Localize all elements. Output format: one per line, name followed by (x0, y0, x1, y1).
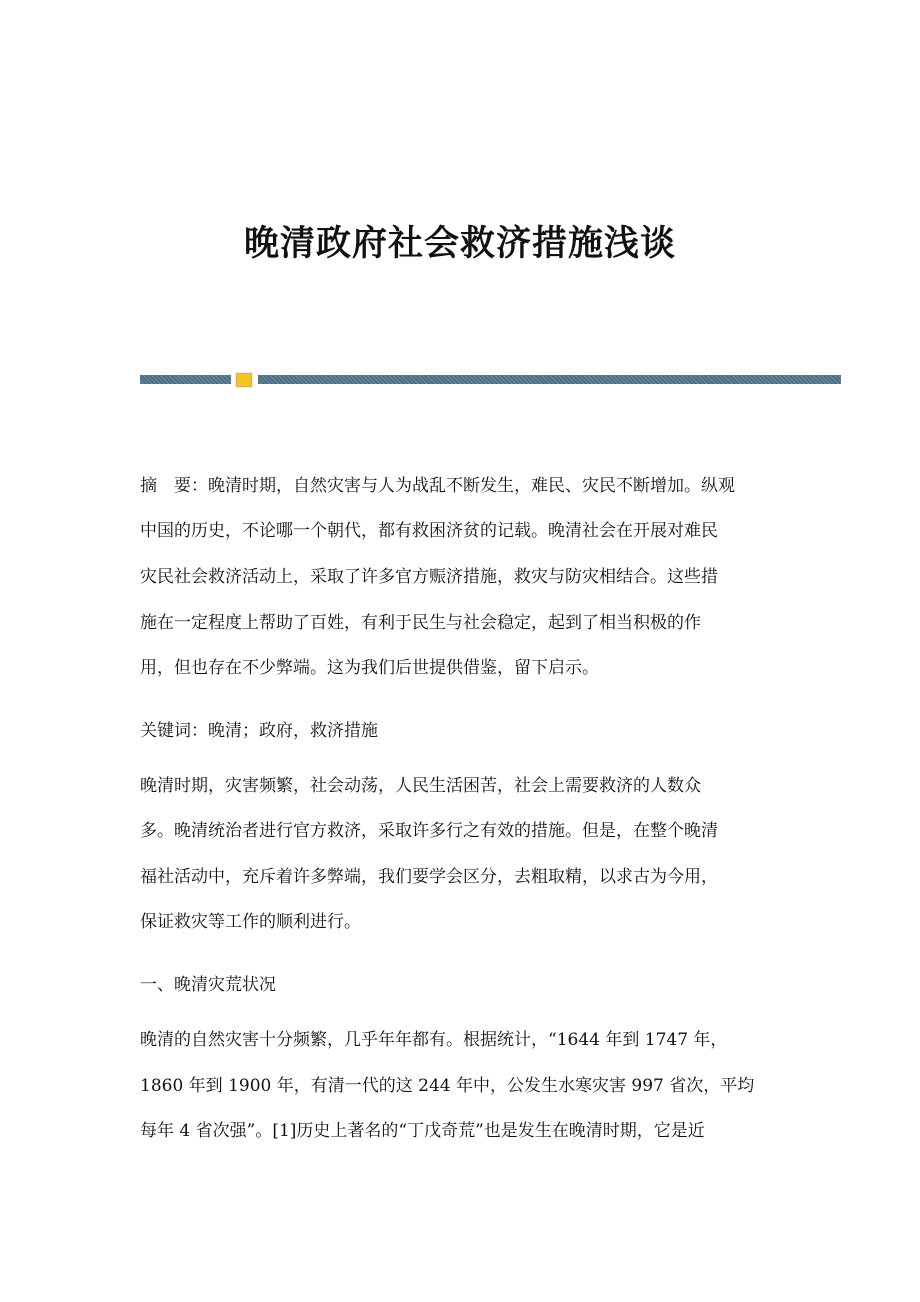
paragraph-line: 每年 4 省次强”。[1]历史上著名的“丁戊奇荒”也是发生在晚清时期，它是近 (140, 1121, 705, 1141)
abstract-line: 用，但也存在不少弊端。这为我们后世提供借鉴，留下启示。 (140, 658, 599, 678)
paragraph-line: 晚清的自然灾害十分频繁，几乎年年都有。根据统计，“1644 年到 1747 年， (140, 1030, 728, 1050)
document-title: 晚清政府社会救济措施浅谈 (243, 223, 676, 264)
paragraph-line: 多。晚清统治者进行官方救济，采取许多行之有效的措施。但是，在整个晚清 (140, 821, 718, 841)
divider-bar-left (140, 375, 231, 384)
abstract-line: 摘 要：晚清时期，自然灾害与人为战乱不断发生，难民、灾民不断增加。纵观 (140, 476, 735, 496)
paragraph-line: 福社活动中，充斥着许多弊端，我们要学会区分，去粗取精，以求古为今用， (140, 867, 718, 887)
section-heading: 一、晚清灾荒状况 (140, 975, 276, 995)
divider-ornament-icon (236, 373, 252, 387)
paragraph-line: 晚清时期，灾害频繁，社会动荡，人民生活困苦，社会上需要救济的人数众 (140, 776, 701, 796)
title-divider (140, 375, 841, 384)
paragraph-line: 保证救灾等工作的顺利进行。 (140, 912, 361, 932)
abstract-line: 施在一定程度上帮助了百姓，有利于民生与社会稳定，起到了相当积极的作 (140, 613, 701, 633)
keywords: 关键词：晚清；政府，救济措施 (140, 721, 378, 741)
abstract-line: 灾民社会救济活动上，采取了许多官方赈济措施，救灾与防灾相结合。这些措 (140, 567, 718, 587)
abstract-line: 中国的历史，不论哪一个朝代，都有救困济贫的记载。晚清社会在开展对难民 (140, 521, 718, 541)
paragraph-line: 1860 年到 1900 年，有清一代的这 244 年中，公发生水寒灾害 997 省次，平均 (140, 1076, 755, 1096)
divider-bar-right (258, 375, 841, 384)
